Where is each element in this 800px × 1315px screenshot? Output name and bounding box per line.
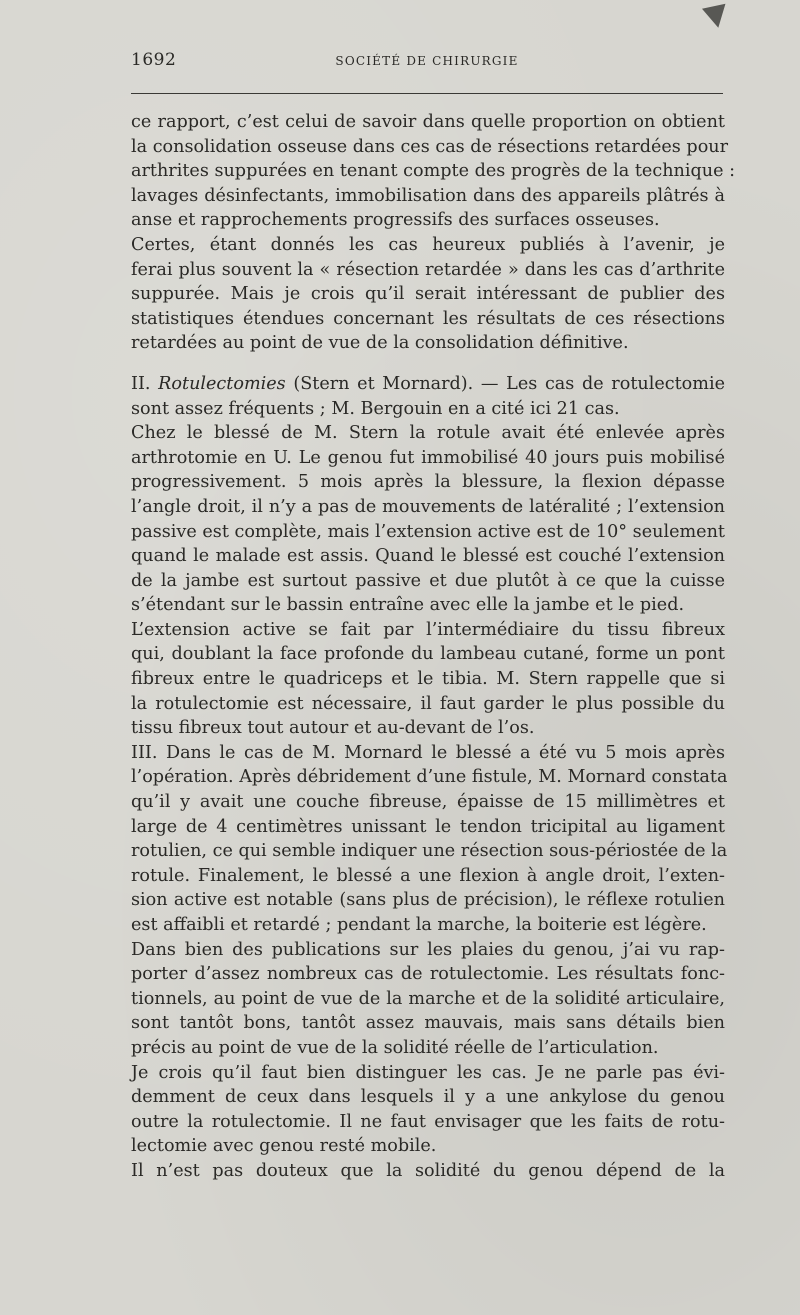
paragraph [131, 1061, 725, 1159]
text-line: ferai plus souvent la « résection retardée » dans les cas d’arthrite [131, 259, 725, 280]
text-line: Il n’est pas douteux que la solidité du genou dépend de la [131, 1160, 725, 1181]
text-line: lectomie avec genou resté mobile. [131, 1136, 437, 1157]
text-line: outre la rotulectomie. Il ne faut envisager que les faits de rotu- [131, 1111, 725, 1132]
text-line: la rotulectomie est nécessaire, il faut garder le plus possible du [131, 693, 725, 714]
text-line: statistiques étendues concernant les résultats de ces résections [131, 308, 725, 329]
text-line: Dans bien des publications sur les plaies du genou, j’ai vu rap- [131, 939, 725, 960]
text-line: la consolidation osseuse dans ces cas de résections retardées pour [131, 136, 729, 157]
text-line: Certes, étant donnés les cas heureux publiés à l’avenir, je [131, 234, 725, 255]
paragraph [131, 1159, 725, 1184]
text-line: l’opération. Après débridement d’une fistule, M. Mornard constata [131, 767, 728, 788]
text-line: progressivement. 5 mois après la blessure, la flexion dépasse [131, 472, 725, 493]
header-rule [131, 93, 723, 94]
text-line: tionnels, au point de vue de la marche et de la solidité articulaire, [131, 988, 725, 1009]
text-line: s’étendant sur le bassin entraîne avec elle la jambe et le pied. [131, 595, 685, 616]
text-line: l’angle droit, il n’y a pas de mouvements de latéralité ; l’extension [131, 496, 725, 517]
text-line: sion active est notable (sans plus de précision), le réflexe rotulien [131, 890, 725, 911]
text-line: large de 4 centimètres unissant le tendon tricipital au ligament [131, 816, 725, 837]
text-line: tissu fibreux tout autour et au-devant de l’os. [131, 718, 535, 739]
text-line: rotulien, ce qui semble indiquer une résection sous-périostée de la [131, 841, 728, 862]
text-line: demment de ceux dans lesquels il y a une ankylose du genou [131, 1087, 725, 1108]
text-line: L’extension active se fait par l’intermédiaire du tissu fibreux [131, 619, 725, 640]
paragraph [131, 372, 725, 421]
text-line: arthrites suppurées en tenant compte des progrès de la technique : [131, 161, 736, 182]
text-line: Je crois qu’il faut bien distinguer les cas. Je ne parle pas évi- [131, 1062, 725, 1083]
body-text [131, 110, 736, 1184]
text-line: porter d’assez nombreux cas de rotulectomie. Les résultats fonc- [131, 964, 725, 985]
running-head: SOCIÉTÉ DE CHIRURGIE [335, 54, 519, 68]
paragraph [131, 618, 725, 741]
text-line: ce rapport, c’est celui de savoir dans quelle proportion on obtient [131, 112, 725, 132]
section-title: Rotulectomies [158, 373, 286, 394]
paragraph [131, 110, 736, 233]
section-number: II. [131, 373, 159, 394]
text-line: anse et rapprochements progressifs des surfaces osseuses. [131, 210, 660, 231]
page-corner-mark [702, 4, 730, 31]
paragraph [131, 233, 725, 356]
text-line: Chez le blessé de M. Stern la rotule avait été enlevée après [131, 423, 725, 444]
text-line: suppurée. Mais je crois qu’il serait intéressant de publier des [131, 284, 725, 305]
text-line: lavages désinfectants, immobilisation dans des appareils plâtrés à [131, 185, 725, 206]
page-header [131, 50, 723, 74]
text-line: rotule. Finalement, le blessé a une flexion à angle droit, l’exten- [131, 865, 725, 886]
text-line: passive est complète, mais l’extension active est de 10° seulement [131, 521, 725, 542]
paragraph [131, 741, 728, 938]
text-line: précis au point de vue de la solidité réelle de l’articulation. [131, 1037, 659, 1058]
section-heading-rest: (Stern et Mornard). — Les cas de rotulectomie [285, 373, 725, 394]
text-line: quand le malade est assis. Quand le blessé est couché l’extension [131, 546, 725, 567]
section-heading-line [131, 372, 725, 397]
text-line: de la jambe est surtout passive et due plutôt à ce que la cuisse [131, 570, 725, 591]
text-line: fibreux entre le quadriceps et le tibia. M. Stern rappelle que si [131, 669, 725, 690]
text-line: sont assez fréquents ; M. Bergouin en a cité ici 21 cas. [131, 398, 620, 419]
text-line: est affaibli et retardé ; pendant la marche, la boiterie est légère. [131, 915, 707, 935]
page-number: 1692 [131, 50, 177, 70]
paragraph [131, 938, 725, 1061]
section-gap [131, 356, 725, 372]
text-line: III. Dans le cas de M. Mornard le blessé a été vu 5 mois après [131, 742, 725, 763]
text-line: qu’il y avait une couche fibreuse, épaisse de 15 millimètres et [131, 792, 725, 813]
text-line: sont tantôt bons, tantôt assez mauvais, mais sans détails bien [131, 1013, 725, 1034]
text-line: retardées au point de vue de la consolidation définitive. [131, 333, 629, 354]
paragraph [131, 421, 725, 618]
text-line: qui, doublant la face profonde du lambeau cutané, forme un pont [131, 644, 725, 665]
text-line: arthrotomie en U. Le genou fut immobilisé 40 jours puis mobilisé [131, 447, 725, 468]
